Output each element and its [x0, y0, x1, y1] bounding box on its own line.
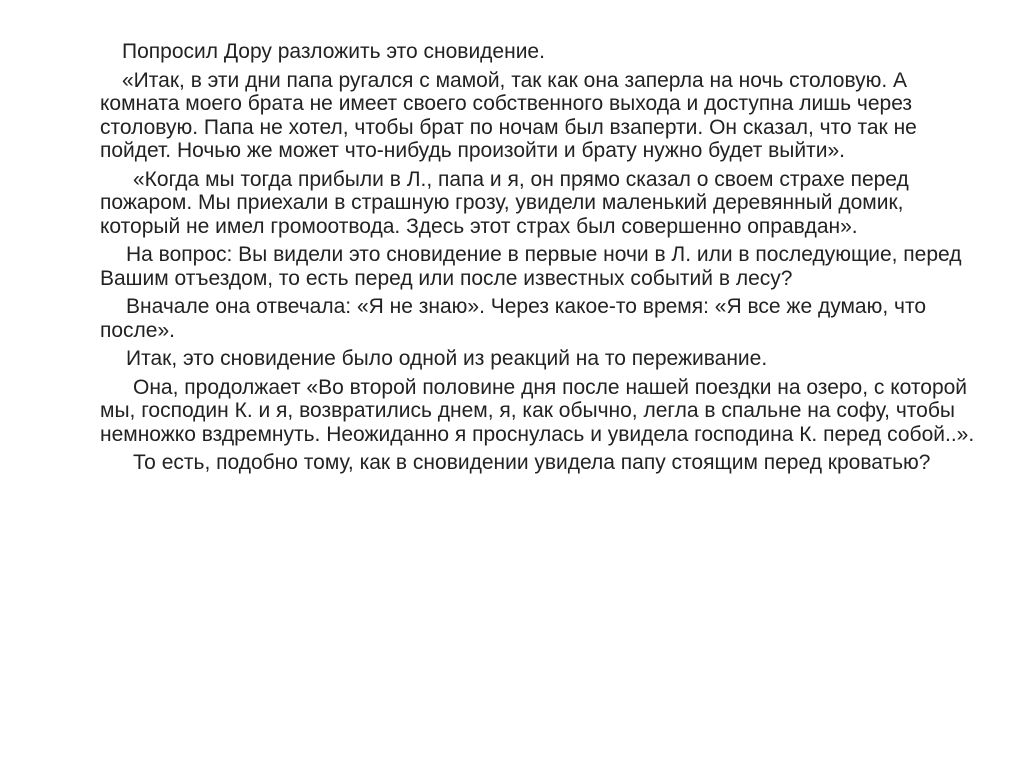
paragraph: «Когда мы тогда прибыли в Л., папа и я, он прямо сказал о своем страхе перед пожаром. Мы приехали в страшную грозу, увидели маленький деревянный домик, который не имел громоотвода. Здесь этот страх был совершенно оправдан». — [100, 167, 909, 238]
document-body — [100, 40, 980, 480]
paragraph: Она, продолжает «Во второй половине дня после нашей поездки на озеро, с которой мы, господин К. и я, возвратились днем, я, как обычно, легла в спальне на софу, чтобы немножко вздремнуть. Неожиданно я проснулась и увидела господина К. перед собой..». — [100, 375, 975, 446]
paragraph: Попросил Дору разложить это сновидение. — [122, 40, 545, 63]
paragraph: На вопрос: Вы видели это сновидение в первые ночи в Л. или в последующие, перед Вашим отъездом, то есть перед или после известных событий в лесу? — [100, 243, 962, 290]
paragraph: Вначале она отвечала: «Я не знаю». Через какое-то время: «Я все же думаю, что после». — [100, 295, 927, 342]
paragraph: «Итак, в эти дни папа ругался с мамой, так как она заперла на ночь столовую. А комната моего брата не имеет своего собственного выхода и доступна лишь через столовую. Папа не хотел, чтобы брат по ночам был взаперти. Он сказал, что так не пойдет. Ночью же может что-нибудь произойти и брату нужно будет выйти». — [100, 68, 917, 162]
paragraph: Итак, это сновидение было одной из реакций на то переживание. — [126, 347, 768, 370]
paragraph: То есть, подобно тому, как в сновидении увидела папу стоящим перед кроватью? — [133, 451, 931, 474]
